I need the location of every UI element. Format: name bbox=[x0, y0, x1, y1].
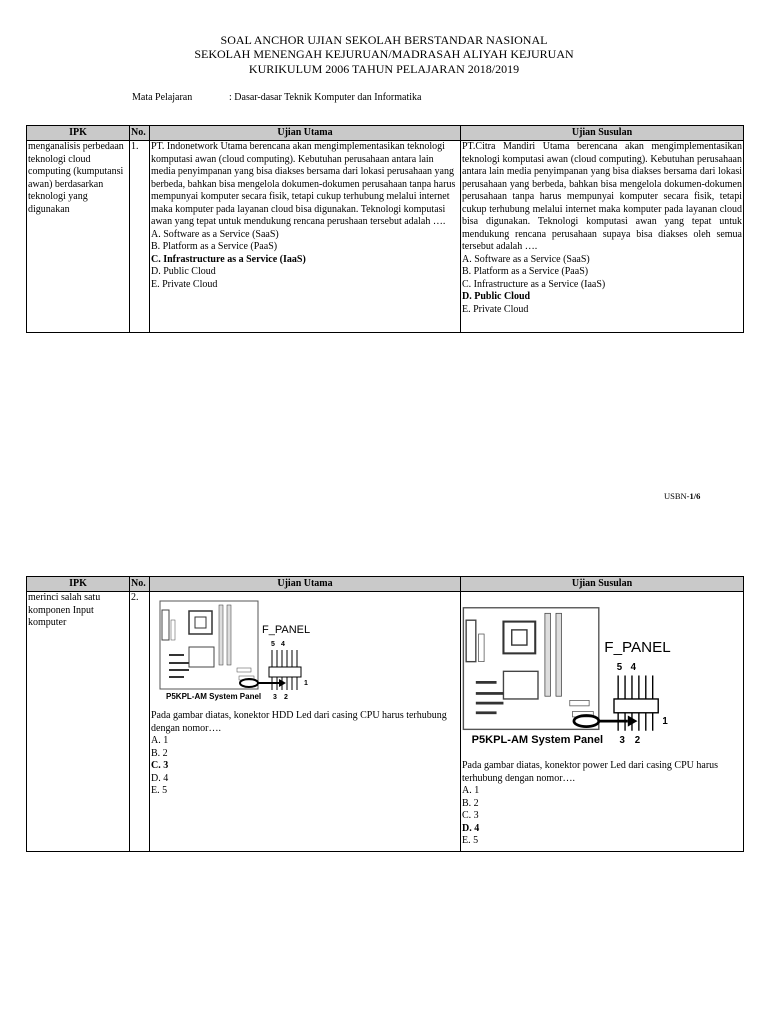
option-e: E. 5 bbox=[462, 835, 479, 846]
col-header-susulan: Ujian Susulan bbox=[461, 126, 744, 141]
option-b: B. 2 bbox=[462, 797, 479, 809]
col-header-ipk: IPK bbox=[27, 126, 130, 141]
table-row bbox=[27, 141, 744, 333]
question-number: 2. bbox=[130, 592, 150, 852]
page-number-value: 1/6 bbox=[689, 491, 701, 501]
pin-number-1: 1 bbox=[304, 680, 308, 687]
f-panel-title: F_PANEL bbox=[262, 624, 311, 636]
question-stem: PT. Indonetwork Utama berencana akan mengimplementasikan teknologi komputasi awan (cloud computing). Kebutuhan perusahaan antara lain media penyimpanan yang bisa diakses bersama dari lokasi perusahaan yang berbeda, bahkan bisa mengelola dokumen-dokumen perusahaan tanpa harus mempunyai komputer secara fisik, tetapi cukup terhubung melalui internet maka komputer pada layanan cloud bisa digunakan. Teknologi komputasi awan yang tepat untuk mendukung rencana perushaan tersebut adalah …. bbox=[151, 141, 456, 227]
ipk-cell: menganalisis perbedaan teknologi cloud computing (kumputansi awan) berdasarkan teknologi yang digunakan bbox=[27, 141, 130, 333]
motherboard-panel-figure bbox=[462, 606, 690, 756]
pin-number-2: 2 bbox=[634, 735, 641, 747]
option-d-answer: D. 4 bbox=[462, 822, 480, 834]
figure-caption: P5KPL-AM System Panel bbox=[166, 692, 262, 701]
option-c-answer: C. Infrastructure as a Service (IaaS) bbox=[151, 253, 306, 265]
subject-label: Mata Pelajaran bbox=[132, 92, 193, 103]
pin-number-3: 3 bbox=[619, 735, 625, 747]
question-number: 1. bbox=[130, 141, 150, 333]
col-header-susulan: Ujian Susulan bbox=[461, 577, 744, 592]
document-title-line1: SOAL ANCHOR UJIAN SEKOLAH BERSTANDAR NASIONAL bbox=[220, 33, 548, 47]
pin-number-5: 5 bbox=[271, 641, 275, 648]
pin-number-4: 4 bbox=[630, 661, 636, 673]
pin-number-4: 4 bbox=[281, 641, 285, 648]
question-table-2 bbox=[26, 576, 744, 852]
ipk-cell: merinci salah satu komponen Input komputer bbox=[27, 592, 130, 852]
option-c: C. 3 bbox=[462, 810, 479, 821]
option-e: E. Private Cloud bbox=[462, 303, 529, 315]
question-table-1 bbox=[26, 125, 744, 333]
col-header-no: No. bbox=[130, 577, 150, 592]
col-header-utama: Ujian Utama bbox=[150, 577, 461, 592]
table-header-row bbox=[27, 126, 744, 141]
option-a: A. 1 bbox=[151, 735, 169, 746]
figure-caption: P5KPL-AM System Panel bbox=[471, 734, 604, 747]
document-title-line3: KURIKULUM 2006 TAHUN PELAJARAN 2018/2019 bbox=[248, 62, 520, 76]
question-stem: PT.Citra Mandiri Utama berencana akan mengimplementasikan teknologi komputasi awan (cloud computing). Kebutuhan perusahaan antara lain media penyimpanan yang bisa diakses bersama dari lokasi perusahaan yang berbeda, bahkan bisa mengelola dokumen-dokumen perusahaan tanpa harus mempunyai komputer secara fisik, tetapi cukup terhubung melalui internet maka komputer pada layanan cloud bisa digunakan. Teknologi komputasi awan yang tepat untuk mendukung rencana perusahaan supaya bisa diakses oleh semua tersebut adalah …. bbox=[462, 141, 742, 252]
subject-value: : Dasar-dasar Teknik Komputer dan Informatika bbox=[229, 92, 422, 103]
col-header-ipk: IPK bbox=[27, 577, 130, 592]
option-a: A. 1 bbox=[462, 785, 480, 796]
pin-number-1: 1 bbox=[662, 715, 668, 727]
table-header-row bbox=[27, 577, 744, 592]
utama-cell bbox=[150, 141, 461, 333]
col-header-utama: Ujian Utama bbox=[150, 126, 461, 141]
option-b: B. 2 bbox=[151, 747, 168, 759]
col-header-no: No. bbox=[130, 126, 150, 141]
option-e: E. Private Cloud bbox=[151, 278, 218, 290]
option-a: A. Software as a Service (SaaS) bbox=[462, 253, 590, 265]
page-number bbox=[664, 491, 700, 501]
option-d: D. Public Cloud bbox=[151, 266, 216, 277]
option-d-answer: D. Public Cloud bbox=[462, 291, 531, 302]
option-c: C. Infrastructure as a Service (IaaS) bbox=[462, 278, 606, 290]
option-e: E. 5 bbox=[151, 785, 168, 796]
question-stem: Pada gambar diatas, konektor HDD Led dari casing CPU harus terhubung dengan nomor…. bbox=[151, 710, 447, 734]
pin-number-3: 3 bbox=[273, 694, 277, 701]
susulan-cell bbox=[461, 592, 744, 852]
question-stem: Pada gambar diatas, konektor power Led dari casing CPU harus terhubung dengan nomor…. bbox=[462, 760, 719, 784]
option-b: B. Platform as a Service (PaaS) bbox=[151, 241, 278, 252]
option-a: A. Software as a Service (SaaS) bbox=[151, 228, 279, 240]
pin-number-2: 2 bbox=[284, 694, 288, 701]
option-b: B. Platform as a Service (PaaS) bbox=[462, 266, 589, 277]
page-number-prefix: USBN- bbox=[664, 491, 690, 501]
susulan-cell bbox=[461, 141, 744, 333]
option-d: D. 4 bbox=[151, 772, 169, 784]
table-row bbox=[27, 592, 744, 852]
pin-number-5: 5 bbox=[616, 661, 623, 673]
document-title-line2: SEKOLAH MENENGAH KEJURUAN/MADRASAH ALIYAH KEJURUAN bbox=[194, 47, 574, 61]
utama-cell bbox=[150, 592, 461, 852]
f-panel-title: F_PANEL bbox=[604, 638, 671, 656]
motherboard-panel-figure bbox=[159, 600, 324, 708]
option-c-answer: C. 3 bbox=[151, 760, 169, 771]
